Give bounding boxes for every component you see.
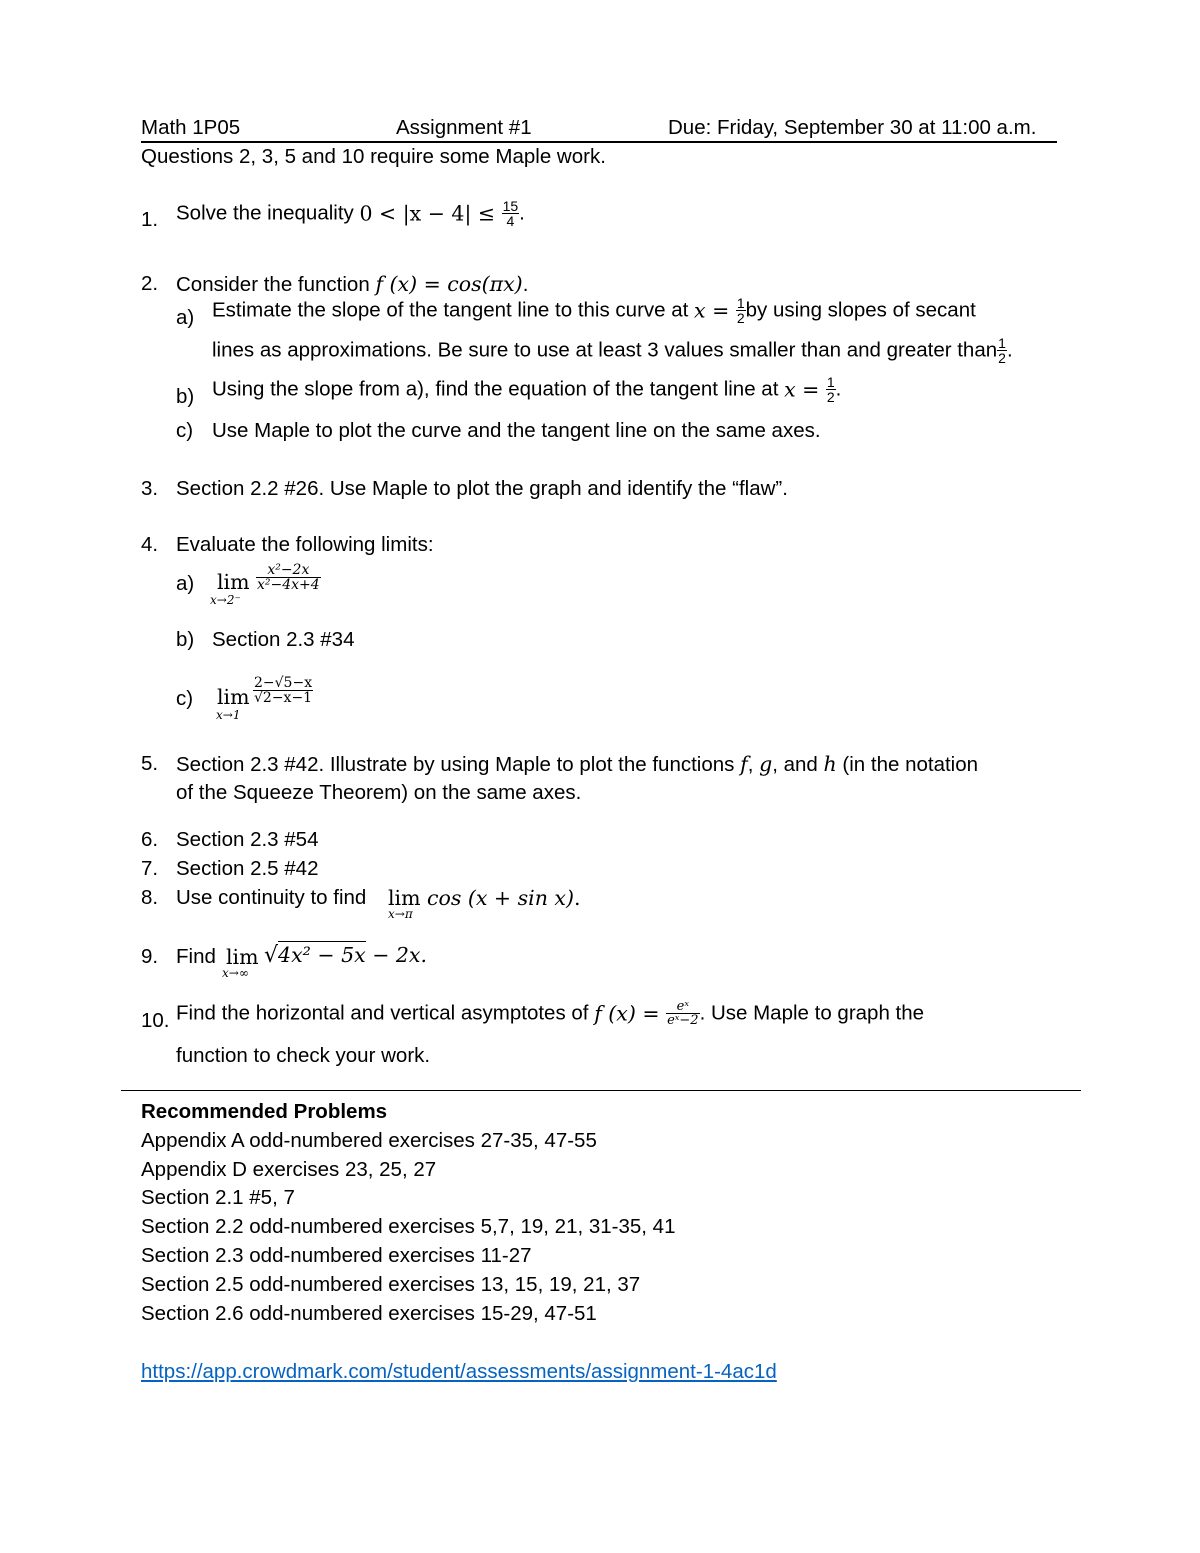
q5-text1: Section 2.3 #42. Illustrate by using Maple to plot the functions [176,753,741,776]
q10-frac-den: eˣ−2 [667,1013,699,1028]
q2a-text1: Estimate the slope of the tangent line to this curve at [212,298,695,322]
q4b-text: Section 2.3 #34 [212,628,355,651]
q2a-frac2-num: 1 [998,335,1006,351]
course-code: Math 1P05 [141,116,241,139]
due-date: Due: Friday, September 30 at 11:00 a.m. [668,116,1037,139]
q4a-label: a) [176,572,195,595]
q7-text: Section 2.5 #42 [176,857,319,880]
q1-frac-den: 4 [502,213,520,228]
q2b-frac-den: 2 [826,389,835,405]
q6-text: Section 2.3 #54 [176,828,319,851]
q1-number: 1. [141,208,159,231]
q2b-text: Using the slope from a), find the equation of the tangent line at [212,377,785,401]
q4a-lim: lim [217,570,250,594]
q2b-label: b) [176,385,195,408]
q5-text2: (in the notation [836,753,979,776]
q2a-frac2-den: 2 [998,350,1006,366]
q8-lim: lim [388,886,421,910]
q4-text: Evaluate the following limits: [176,533,434,556]
q2-number: 2. [141,272,159,295]
q1-frac-num: 15 [502,198,519,214]
q1-fraction [502,199,520,228]
q1-line [176,199,525,228]
list-item: Section 2.6 odd-numbered exercises 15-29, 47-51 [141,1302,597,1325]
q4a-lim-sub: x→2⁻ [210,593,241,607]
q9-lim: lim [226,945,259,969]
intro-note: Questions 2, 3, 5 and 10 require some Maple work. [141,145,606,168]
q6-number: 6. [141,828,159,851]
q8-lim-sub: x→π [388,907,413,921]
q5-number: 5. [141,752,159,775]
list-item: Section 2.5 odd-numbered exercises 13, 15, 19, 21, 37 [141,1273,641,1296]
q5-f: f [740,752,748,776]
q10-text2: . Use Maple to graph the [699,1001,925,1025]
q10-text1: Find the horizontal and vertical asymptotes of [176,1001,595,1025]
q5-line1: Section 2.3 #42. Illustrate by using Maple to plot the functions f, g, and h (in the notation [176,752,979,776]
q10-text3: function to check your work. [176,1044,431,1067]
q1-math: 0 < |x − 4| ≤ [359,201,502,226]
q2a-text2: by using slopes of secant [745,298,976,322]
q9-text: Find [176,945,216,968]
q2a-line [212,296,976,325]
assignment-title: Assignment #1 [396,116,532,139]
q2-line [176,272,528,297]
q3-number: 3. [141,477,159,500]
q2a-math: x = [694,298,736,323]
q2a-end: . [1006,338,1013,362]
q3-text: Section 2.2 #26. Use Maple to plot the graph and identify the “flaw”. [176,477,788,500]
q4a-den: x²−4x+4 [257,577,320,593]
q4c-label: c) [176,687,194,710]
q2a-label: a) [176,306,195,329]
q2a-fraction [736,296,746,325]
q4c-den: √2−x−1 [254,690,313,706]
q2a-frac-num: 1 [736,295,745,311]
q2c-text: Use Maple to plot the curve and the tangent line on the same axes. [212,419,821,442]
q10-math: f (x) = [594,1001,667,1026]
q2a-line2 [212,336,1013,365]
list-item: Section 2.3 odd-numbered exercises 11-27 [141,1244,532,1267]
q8-text: Use continuity to find [176,886,367,909]
q9-radicand: 4x² − 5x [278,943,366,967]
crowdmark-link[interactable]: https://app.crowdmark.com/student/assessments/assignment-1-4ac1d [141,1360,777,1383]
q4b-label: b) [176,628,195,651]
q5-and: , and [772,753,824,776]
q4-number: 4. [141,533,159,556]
q7-number: 7. [141,857,159,880]
list-item: Appendix A odd-numbered exercises 27-35, 47-55 [141,1129,597,1152]
q8-expr-text: cos (x + sin x) [427,886,574,910]
q2a-fraction2 [997,336,1007,365]
q1-end: . [519,201,525,225]
q9-number: 9. [141,945,159,968]
q10-fraction [666,1000,699,1027]
q2a-text3: lines as approximations. Be sure to use at least 3 values smaller than and greater than [212,338,998,362]
q4a-fraction [256,563,321,592]
q8-end: . [573,886,581,910]
q2b-end: . [835,377,842,401]
list-item: Section 2.2 odd-numbered exercises 5,7, 19, 21, 31-35, 41 [141,1215,676,1238]
q4c-lim-sub: x→1 [216,708,241,722]
q1-text: Solve the inequality [176,201,360,225]
q2c-label: c) [176,419,194,442]
list-item: Appendix D exercises 23, 25, 27 [141,1158,437,1181]
q2b-line [212,375,841,404]
q5-g: g [759,752,773,776]
q2-math: f (x) = cos(πx) [375,272,523,296]
q4c-num: 2−√5−x [254,675,313,691]
q8-expr [427,886,581,910]
q9-expr: √4x² − 5x − 2x. [264,943,428,968]
q9-lim-sub: x→∞ [222,966,249,980]
q10-number: 10. [141,1009,170,1032]
q2b-frac-num: 1 [826,374,835,390]
q2b-fraction [826,375,836,404]
list-item: Section 2.1 #5, 7 [141,1186,295,1209]
section-divider [121,1090,1081,1091]
q5-h: h [823,752,837,776]
q10-line1 [176,1000,924,1027]
q2b-math: x = [784,377,826,402]
q5-text3: of the Squeeze Theorem) on the same axes. [176,781,582,804]
q2-text: Consider the function [176,273,376,296]
recommended-title: Recommended Problems [141,1100,388,1123]
q4a-num: x²−2x [267,562,310,578]
q8-number: 8. [141,886,159,909]
q4c-lim: lim [217,685,250,709]
q2-end: . [522,273,529,296]
q2a-frac-den: 2 [736,310,745,326]
header-underline [141,141,1057,143]
q4c-fraction [253,676,313,705]
q10-frac-num: eˣ [676,999,689,1014]
q9-rest: − 2x. [365,943,428,967]
